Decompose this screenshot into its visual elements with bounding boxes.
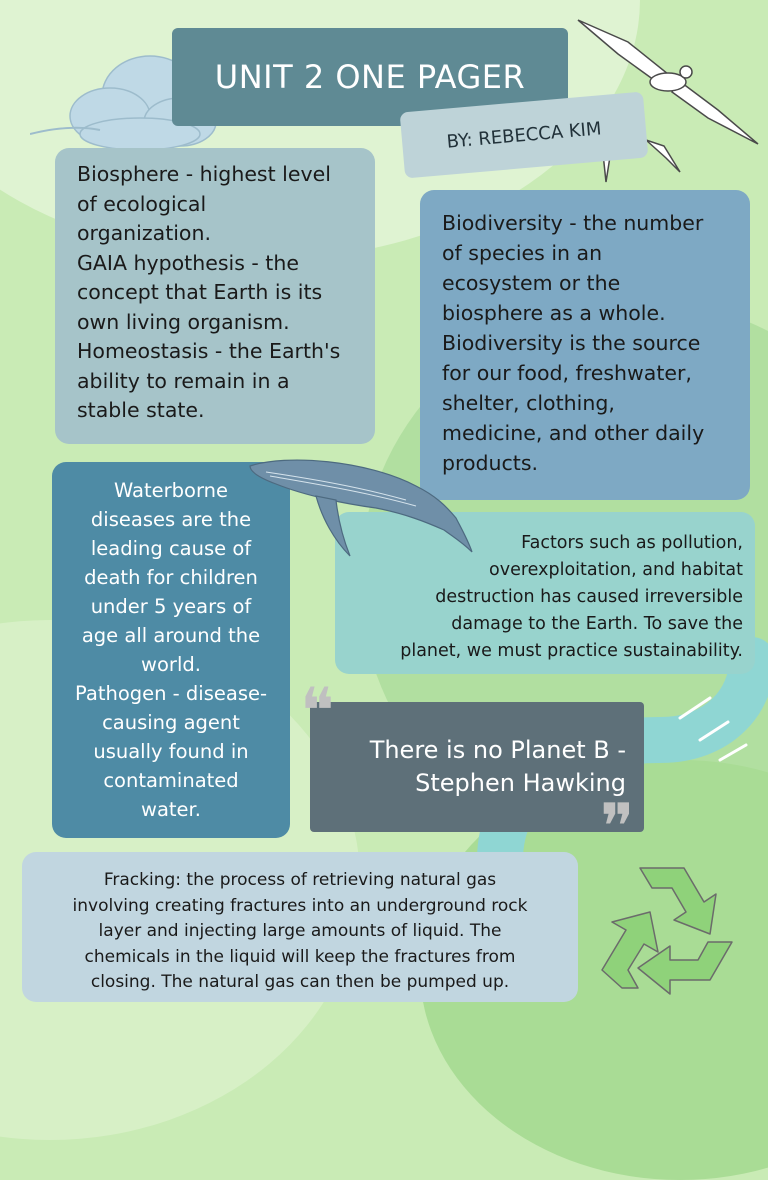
waterborne-line: leading cause of [90,537,252,560]
biosphere-line: ability to remain in a [77,368,290,393]
waterborne-line: under 5 years of [90,595,252,618]
biosphere-line: organization. [77,221,211,245]
author-label: BY: REBECCA KIM [400,91,649,178]
biosphere-line: concept that Earth is its [77,280,323,304]
waterborne-line: world. [141,653,201,676]
fracking-line: involving creating fractures into an underground rock [72,895,528,916]
quote-line: There is no Planet B - [369,736,626,764]
fracking-line: closing. The natural gas can then be pumped up. [90,972,510,992]
biosphere-line: GAIA hypothesis - the [77,250,299,275]
biodiversity-panel [420,190,750,500]
fracking-panel [22,852,578,1002]
recycle-icon [582,846,752,1016]
quote-close-icon: ❞ [600,791,635,865]
biodiversity-line: of species in an [442,241,603,265]
biosphere-line: Homeostasis - the Earth's [77,339,341,363]
biodiversity-line: for our food, freshwater, [442,361,692,385]
waterborne-line: diseases are the [90,508,252,531]
biosphere-line: own living organism. [77,309,290,334]
waterborne-line: Pathogen - disease- [74,682,268,705]
biosphere-panel [55,148,375,444]
quote-line: Stephen Hawking [415,769,626,797]
biodiversity-line: products. [442,451,539,475]
biosphere-line: stable state. [77,398,205,422]
waterborne-line: usually found in [93,740,249,763]
quote-open-icon: ❝ [300,675,335,749]
biodiversity-line: Biodiversity is the source [442,331,701,355]
fracking-line: chemicals in the liquid will keep the fractures from [84,946,516,967]
waterborne-line: water. [141,798,201,821]
quote-panel [310,702,644,832]
factors-line: destruction has caused irreversible [435,587,743,607]
biosphere-line: Biosphere - highest level [77,162,331,186]
factors-line: overexploitation, and habitat [489,560,743,580]
factors-line: planet, we must practice sustainability. [400,641,743,661]
fracking-line: layer and injecting large amounts of liquid. The [98,921,502,941]
biodiversity-line: ecosystem or the [442,271,621,295]
biosphere-line: of ecological [77,191,207,216]
factors-line: damage to the Earth. To save the [451,614,743,634]
waterborne-line: Waterborne [114,479,228,502]
whale-icon [246,456,476,566]
waterborne-line: age all around the [81,624,261,647]
biodiversity-line: medicine, and other daily [442,421,705,445]
fracking-line: Fracking: the process of retrieving natural gas [103,870,497,890]
waterborne-line: contaminated [103,769,239,792]
biodiversity-line: biosphere as a whole. [442,301,666,325]
waterborne-line: causing agent [102,711,240,734]
biodiversity-line: Biodiversity - the number [442,211,704,235]
page-title: UNIT 2 ONE PAGER [172,28,568,126]
factors-line: Factors such as pollution, [521,533,743,553]
waterborne-line: death for children [84,566,258,589]
biodiversity-line: shelter, clothing, [442,391,615,415]
